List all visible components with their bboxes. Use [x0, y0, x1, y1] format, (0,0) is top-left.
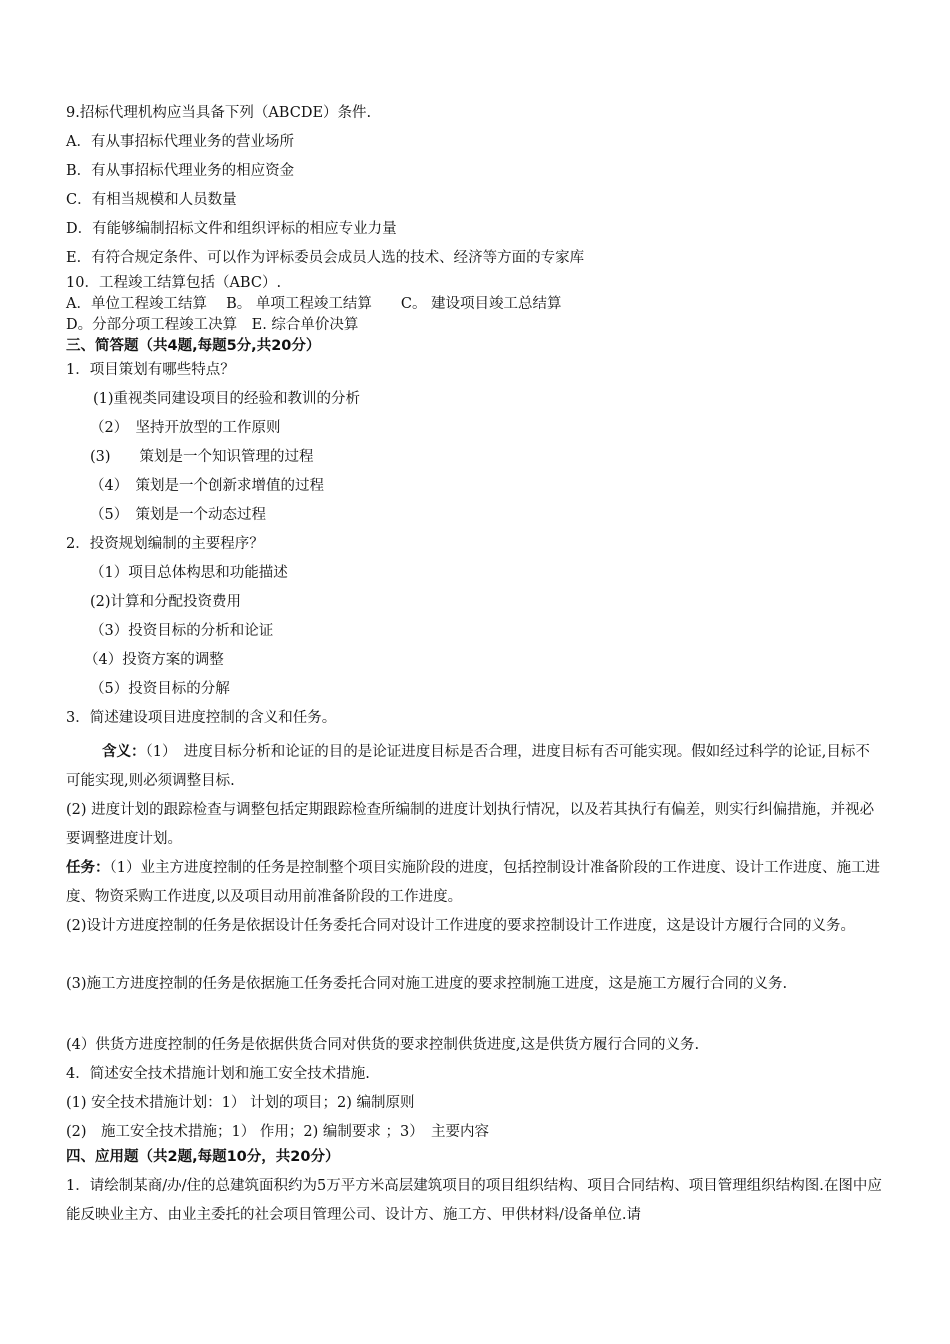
s3-q2-item-2: (2)计算和分配投资费用	[90, 594, 242, 610]
s3-q3-meaning-2: (2) 进度计划的跟踪检查与调整包括定期跟踪检查所编制的进度计划执行情况，以及若其执行有偏差，则实行纠偏措施，并视必要调整进度计划。	[66, 802, 875, 847]
s3-q1-item-4: （4） 策划是一个创新求增值的过程	[90, 478, 324, 494]
s3-q3-meaning-1	[66, 738, 884, 796]
section4-heading: 四、应用题（共2题,每题10分，共20分）	[66, 1149, 340, 1165]
meaning-1-text: （1） 进度目标分析和论证的目的是论证进度目标是否合理，进度目标有否可能实现。假如经过科学的论证,目标不可能实现,则必须调整目标.	[66, 744, 870, 789]
task-label: 任务：	[66, 860, 110, 876]
s3-q2-item-5: （5）投资目标的分解	[90, 681, 230, 697]
s3-q2-item-4: （4）投资方案的调整	[84, 652, 224, 668]
q10-options-line1: A．单位工程竣工结算 B。 单项工程竣工结算 C。 建设项目竣工总结算	[66, 296, 562, 312]
s3-q4-item-1: (1) 安全技术措施计划：1） 计划的项目；2) 编制原则	[66, 1095, 415, 1111]
s3-q2-item-1: （1）项目总体构思和功能描述	[90, 565, 288, 581]
task-1-text: （1）业主方进度控制的任务是控制整个项目实施阶段的进度，包括控制设计准备阶段的工作进度、设计工作进度、施工进度、物资采购工作进度,以及项目动用前准备阶段的工作进度。	[66, 860, 880, 905]
s3-q1-item-5: （5） 策划是一个动态过程	[90, 507, 266, 523]
q10-stem: 10．工程竣工结算包括（ABC）.	[66, 275, 282, 291]
section3-heading: 三、简答题（共4题,每题5分,共20分）	[66, 338, 321, 354]
s3-q4-stem: 4．简述安全技术措施计划和施工安全技术措施.	[66, 1066, 370, 1082]
s3-q3-task-2: (2)设计方进度控制的任务是依据设计任务委托合同对设计工作进度的要求控制设计工作进度，这是设计方履行合同的义务。	[66, 918, 856, 934]
s3-q2-item-3: （3）投资目标的分析和论证	[90, 623, 274, 639]
s3-q3-task-1	[66, 854, 884, 912]
s3-q3-task-3: (3)施工方进度控制的任务是依据施工任务委托合同对施工进度的要求控制施工进度，这是施工方履行合同的义务.	[66, 976, 788, 992]
s3-q4-item-2: (2) 施工安全技术措施；1） 作用；2) 编制要求 ；3） 主要内容	[66, 1124, 489, 1140]
s3-q3-task-4: (4）供货方进度控制的任务是依据供货合同对供货的要求控制供货进度,这是供货方履行合同的义务.	[66, 1037, 700, 1053]
q9-option-a: A．有从事招标代理业务的营业场所	[66, 134, 294, 150]
meaning-label: 含义：	[102, 744, 146, 760]
q9-option-c: C．有相当规模和人员数量	[66, 192, 237, 208]
q9-option-d: D．有能够编制招标文件和组织评标的相应专业力量	[66, 221, 397, 237]
q9-stem: 9.招标代理机构应当具备下列（ABCDE）条件.	[66, 105, 372, 121]
s3-q1-stem: 1．项目策划有哪些特点？	[66, 362, 235, 378]
s3-q2-stem: 2．投资规划编制的主要程序？	[66, 536, 264, 552]
q9-option-e: E．有符合规定条件、可以作为评标委员会成员人选的技术、经济等方面的专家库	[66, 250, 585, 266]
q9-option-b: B．有从事招标代理业务的相应资金	[66, 163, 295, 179]
s3-q1-item-2: （2） 坚持开放型的工作原则	[90, 420, 281, 436]
s4-q1: 1．请绘制某商/办/住的总建筑面积约为5万平方米高层建筑项目的项目组织结构、项目合同结构、项目管理组织结构图.在图中应能反映业主方、由业主委托的社会项目管理公司、设计方、施工方、甲供材料/设备单位.请	[66, 1178, 882, 1223]
q10-options-line2: D。分部分项工程竣工决算 E. 综合单价决算	[66, 317, 359, 333]
s3-q1-item-3: (3) 策划是一个知识管理的过程	[90, 449, 314, 465]
s3-q1-item-1: (1)重视类同建设项目的经验和教训的分析	[93, 391, 361, 407]
s3-q3-stem: 3．简述建设项目进度控制的含义和任务。	[66, 710, 337, 726]
